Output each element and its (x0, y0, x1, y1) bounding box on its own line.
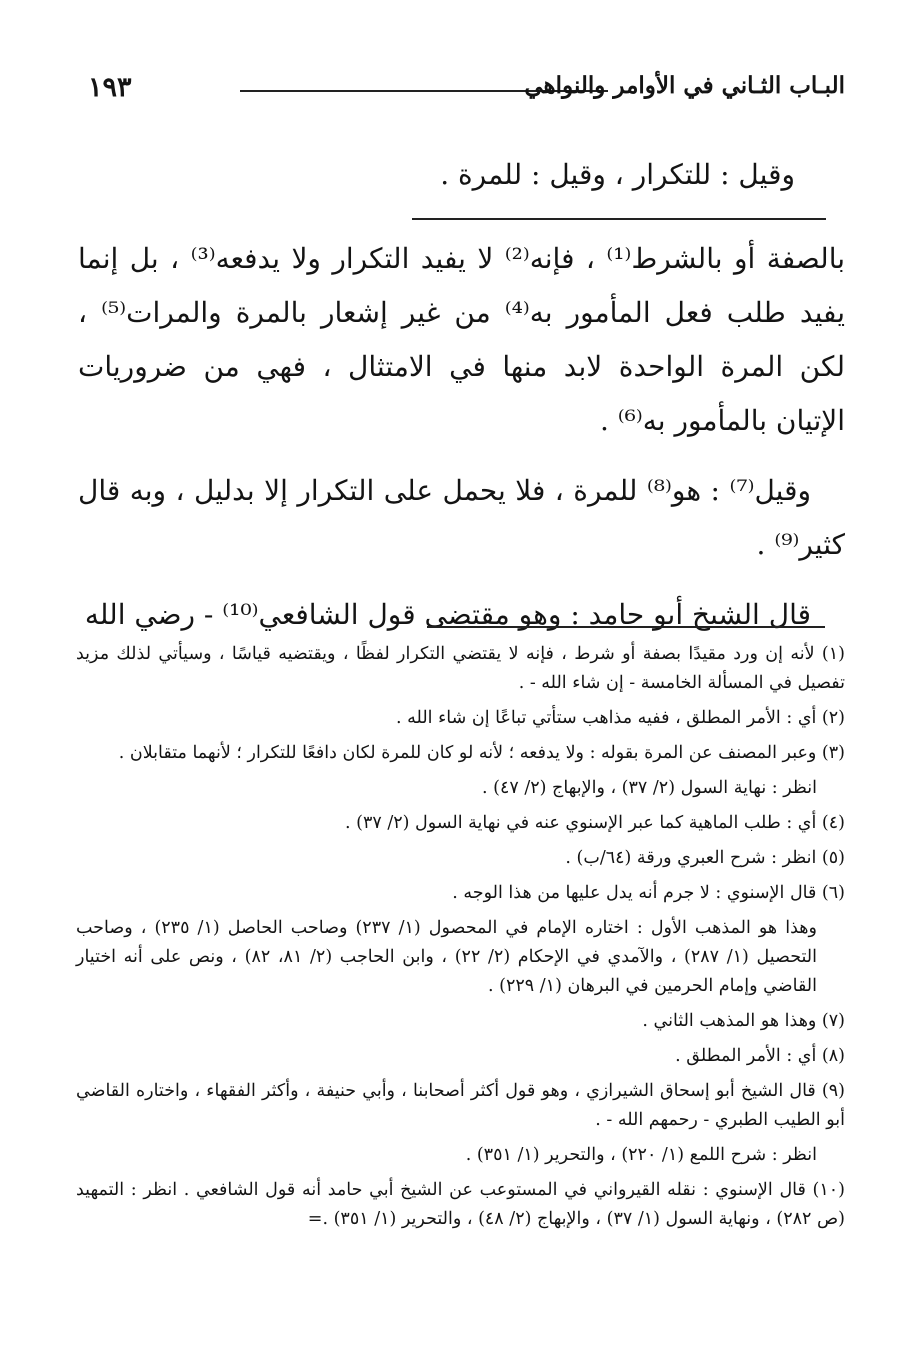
paragraph-1: بالصفة أو بالشرط⁽¹⁾ ، فإنه⁽²⁾ لا يفيد التكرار ولا يدفعه⁽³⁾ ، بل إنما يفيد طلب فعل المأمور به⁽⁴⁾ من غير إشعار بالمرة والمرات⁽⁵⁾ ، لكن المرة الواحدة لابد منها في الامتثال ، فهي من ضروريات الإتيان بالمأمور به⁽⁶⁾ . (78, 242, 846, 437)
footnote: (٦) قال الإسنوي : لا جرم أنه يدل عليها من هذا الوجه . (452, 883, 845, 903)
footnote: (٥) انظر : شرح العبري ورقة (٦٤/ب) . (565, 848, 845, 868)
quoted-line: وقيل : للتكرار ، وقيل : للمرة . (440, 158, 795, 191)
paragraph-3: قال الشيخ أبو حامد : وهو مقتضى قول الشافعي⁽¹⁰⁾ - رضي الله (84, 598, 811, 631)
footnote: (١) لأنه إن ورد مقيدًا بصفة أو شرط ، فإنه لا يقتضي التكرار لفظًا ، ويقتضيه قياسًا ، وسيأتي لذلك مزيد تفصيل في المسألة الخامسة - إن شاء الله - . (76, 644, 845, 693)
footnote: (٤) أي : طلب الماهية كما عبر الإسنوي عنه في نهاية السول (٢/ ٣٧) . (344, 813, 845, 833)
footnote-continuation: انظر : شرح اللمع (١/ ٢٢٠) ، والتحرير (١/ ٣٥١) . (465, 1145, 817, 1165)
page-number: ١٩٣ (88, 72, 132, 103)
footnote-continuation: وهذا هو المذهب الأول : اختاره الإمام في المحصول (١/ ٢٣٧) وصاحب الحاصل (١/ ٢٣٥) ، وصاحب التحصيل (١/ ٢٨٧) ، والآمدي في الإحكام (٢/ ٢٢) ، وابن الحاجب (٢/ ٨١، ٨٢) ، ونص على أنه اختيار القاضي وإمام الحرمين في البرهان (١/ ٢٢٩) . (76, 918, 817, 996)
paragraph-2: وقيل⁽⁷⁾ : هو⁽⁸⁾ للمرة ، فلا يحمل على التكرار إلا بدليل ، وبه قال كثير⁽⁹⁾ . (78, 474, 845, 561)
main-text (78, 232, 845, 658)
footnote-continuation: انظر : نهاية السول (٢/ ٣٧) ، والإبهاج (٢/ ٤٧) . (482, 778, 817, 798)
footnote: (٢) أي : الأمر المطلق ، ففيه مذاهب ستأتي تباعًا إن شاء الله . (396, 708, 845, 728)
footnotes (76, 640, 845, 1240)
footnote: (٣) وعبر المصنف عن المرة بقوله : ولا يدفعه ؛ لأنه لو كان للمرة لكان دافعًا للتكرار ؛ لأنهما متقابلان . (118, 743, 845, 763)
footnote: (٨) أي : الأمر المطلق . (675, 1046, 845, 1066)
footnote: (٧) وهذا هو المذهب الثاني . (642, 1011, 845, 1031)
running-title: البـاب الثـاني في الأوامر والنواهي (524, 72, 845, 99)
footnote: (٩) قال الشيخ أبو إسحاق الشيرازي ، وهو قول أكثر أصحابنا ، وأبي حنيفة ، وأكثر الفقهاء ، واختاره القاضي أبو الطيب الطبري - رحمهم الله - . (76, 1081, 845, 1130)
footnote-divider (427, 626, 825, 628)
page-header (80, 70, 845, 110)
quote-divider (412, 218, 826, 220)
footnote: (١٠) قال الإسنوي : نقله القيرواني في المستوعب عن الشيخ أبي حامد أنه قول الشافعي . انظر : التمهيد (ص ٢٨٢) ، ونهاية السول (١/ ٣٧) ، والإبهاج (٢/ ٤٨) ، والتحرير (١/ ٣٥١) .= (76, 1180, 845, 1229)
